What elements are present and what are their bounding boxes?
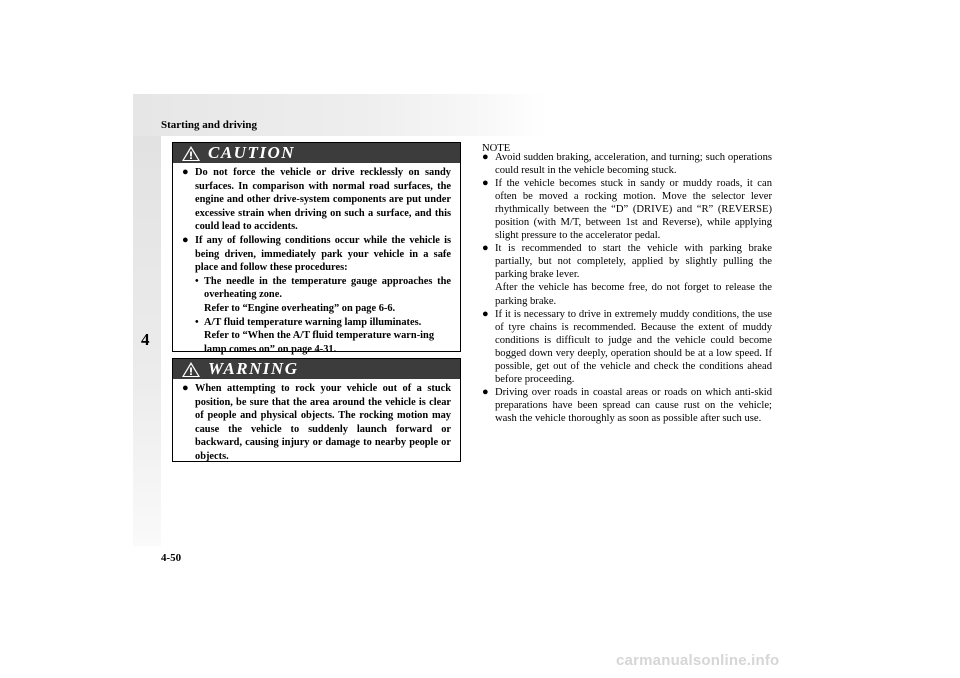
note-item: ● It is recommended to start the vehicle with parking brake partially, but not completely, applied by slightly pulling the parking brake lever. After the vehicle has become free, do not forget to release the parking brake. [482,242,772,307]
note-item: ● If it is necessary to drive in extremely muddy conditions, the use of tyre chains is recommended. Because the extent of muddy conditions is difficult to judge and the vehicle could become bogged down very deeply, operation should be at a low speed. If possible, get out of the vehicle and check the conditions ahead before proceeding. [482,307,772,385]
sub-bullet-icon: • [195,275,199,287]
caution-item: ● Do not force the vehicle or drive recklessly on sandy surfaces. In comparison with normal road surfaces, the engine and other drive-system components are put under excessive strain when driving on such a surface, and this could lead to accidents. [182,166,451,233]
caution-reference: Refer to “When the A/T fluid temperature warn-ing lamp comes on” on page 4-31. [204,330,435,355]
note-item: ● Avoid sudden braking, acceleration, and turning; such operations could result in the vehicle becoming stuck. [482,151,772,177]
bullet-icon: ● [182,233,189,246]
chapter-tab: 4 [141,330,150,349]
caution-title: CAUTION [208,143,296,162]
note-body [482,151,772,425]
bullet-icon: ● [482,151,489,163]
bullet-icon: ● [482,177,489,190]
bullet-icon: ● [482,242,489,255]
bullet-icon: ● [482,385,489,398]
sub-bullet-icon: • [195,316,199,328]
note-label: NOTE [482,143,511,154]
section-title: Starting and driving [161,119,257,131]
caution-subitem: • The needle in the temperature gauge approaches the overheating zone. [195,275,451,301]
caution-box [172,142,461,355]
note-item: ● Driving over roads in coastal areas or roads on which anti-skid preparations have been spread can cause rust on the vehicle; wash the vehicle thoroughly as soon as possible after such use. [482,385,772,424]
watermark: carmanualsonline.info [616,652,780,669]
bullet-icon: ● [482,307,489,320]
note-item: ● If the vehicle becomes stuck in sandy or muddy roads, it can often be moved a rocking motion. Move the selector lever rhythmically between the “D” (DRIVE) and “R” (REVERSE) position (with M/T, between 1st and Reverse), while applying slight pressure to the accelerator pedal. [482,177,772,242]
note-item-extra: After the vehicle has become free, do not forget to release the parking brake. [495,282,772,307]
warning-body [173,379,460,464]
warning-item: ● When attempting to rock your vehicle out of a stuck position, be sure that the area around the vehicle is clear of people and physical objects. The rocking motion may cause the vehicle to suddenly launch forward or backward, causing injury or damage to nearby people or objects. [182,382,451,462]
warning-title: WARNING [208,359,299,378]
caution-item: ● If any of following conditions occur while the vehicle is being driven, immediately park your vehicle in a safe place and follow these procedures: • The needle in the temperature gauge approaches the overheating zone. Refer to “Engine overheating” on page 6-6. • A/T fluid temperature warning lamp illuminates. Refer to “When the A/T fluid temperature warn-ing lamp comes on” on page 4-31. [182,233,451,355]
caution-title-bar [173,143,460,163]
caution-triangle-icon [181,145,201,162]
caution-subitem: • A/T fluid temperature warning lamp illuminates. [195,316,422,328]
bullet-icon: ● [182,382,189,394]
caution-body [173,163,460,356]
bullet-icon: ● [182,166,189,178]
warning-box [172,358,461,462]
caution-reference: Refer to “Engine overheating” on page 6-6. [204,302,396,314]
warning-triangle-icon [181,361,201,378]
page-number: 4-50 [161,552,182,564]
warning-title-bar [173,359,460,379]
